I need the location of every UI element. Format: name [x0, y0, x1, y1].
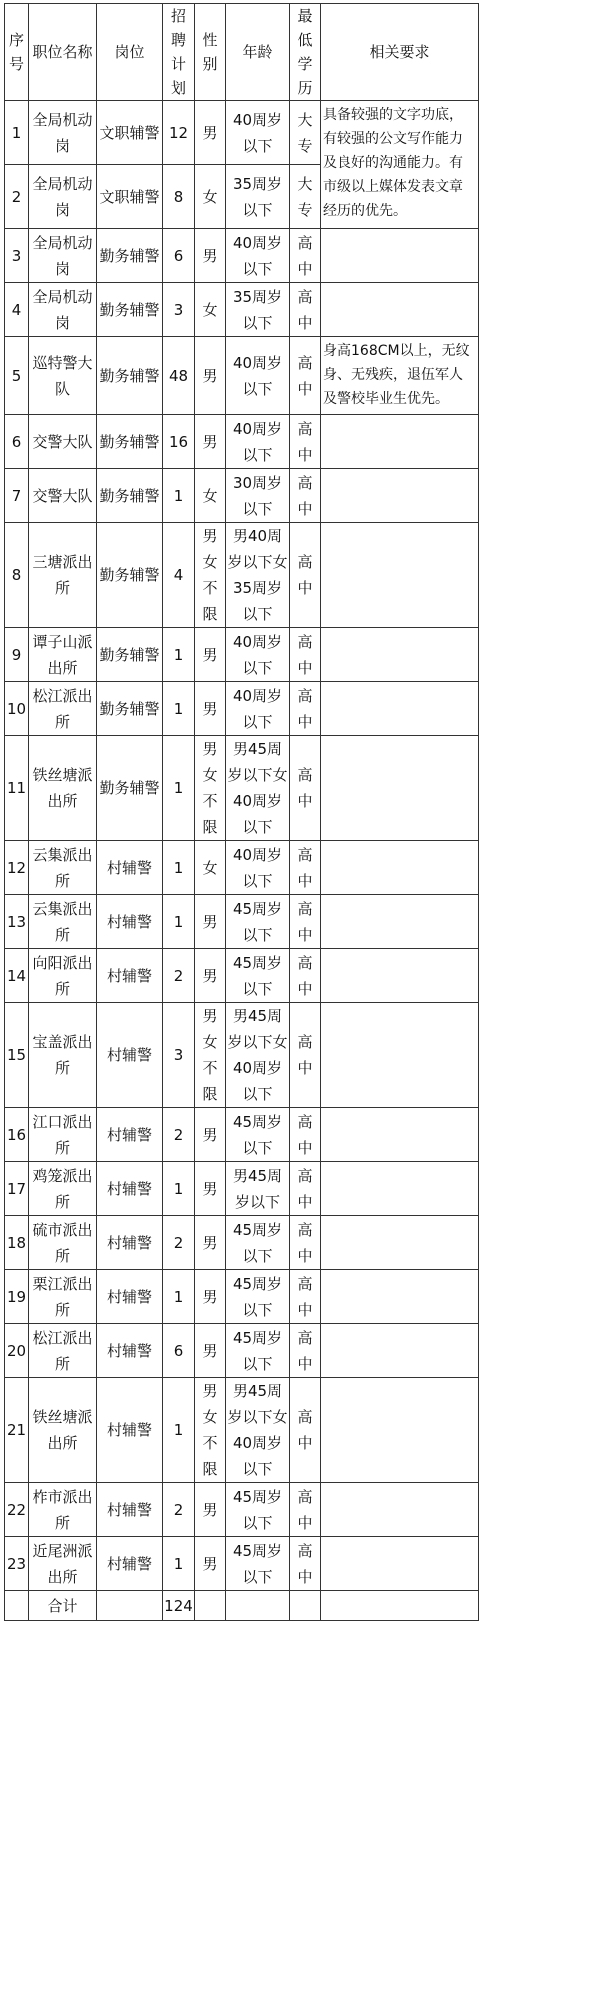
cell-post: 村辅警	[97, 1483, 163, 1537]
cell-seq: 8	[5, 523, 29, 628]
cell-age: 40周岁以下	[226, 682, 290, 736]
header-row	[5, 4, 479, 101]
table-row	[5, 841, 479, 895]
cell-seq: 17	[5, 1162, 29, 1216]
cell-post: 勤务辅警	[97, 415, 163, 469]
table-row	[5, 1537, 479, 1591]
cell-edu: 大专	[290, 165, 321, 229]
cell-post: 村辅警	[97, 1003, 163, 1108]
cell-post: 文职辅警	[97, 101, 163, 165]
table-row	[5, 949, 479, 1003]
cell-post: 村辅警	[97, 841, 163, 895]
cell-gender: 男	[195, 101, 226, 165]
cell-edu: 高中	[290, 337, 321, 415]
cell-age: 45周岁以下	[226, 895, 290, 949]
cell-seq: 20	[5, 1324, 29, 1378]
cell-seq: 18	[5, 1216, 29, 1270]
cell-unit: 硫市派出所	[29, 1216, 97, 1270]
table-row	[5, 1108, 479, 1162]
cell-edu: 高中	[290, 628, 321, 682]
header-req: 相关要求	[321, 4, 479, 101]
cell-seq: 14	[5, 949, 29, 1003]
cell-plan: 2	[163, 1216, 195, 1270]
cell-req	[321, 1003, 479, 1108]
total-gender	[195, 1591, 226, 1621]
cell-gender: 女	[195, 841, 226, 895]
total-age	[226, 1591, 290, 1621]
cell-edu: 高中	[290, 1537, 321, 1591]
header-gender: 性别	[195, 4, 226, 101]
cell-edu: 高中	[290, 283, 321, 337]
cell-age: 40周岁以下	[226, 229, 290, 283]
cell-seq: 9	[5, 628, 29, 682]
cell-plan: 12	[163, 101, 195, 165]
cell-seq: 6	[5, 415, 29, 469]
cell-post: 村辅警	[97, 895, 163, 949]
cell-plan: 1	[163, 1537, 195, 1591]
cell-plan: 1	[163, 841, 195, 895]
cell-post: 村辅警	[97, 949, 163, 1003]
cell-age: 45周岁以下	[226, 1324, 290, 1378]
cell-req	[321, 1537, 479, 1591]
table-row	[5, 628, 479, 682]
table-row	[5, 1378, 479, 1483]
cell-gender: 男	[195, 1270, 226, 1324]
cell-plan: 1	[163, 895, 195, 949]
recruitment-table	[4, 3, 479, 1621]
table-row	[5, 337, 479, 415]
cell-unit: 全局机动岗	[29, 165, 97, 229]
cell-req	[321, 949, 479, 1003]
total-row	[5, 1591, 479, 1621]
cell-seq: 11	[5, 736, 29, 841]
cell-seq: 7	[5, 469, 29, 523]
cell-unit: 巡特警大队	[29, 337, 97, 415]
table-row	[5, 682, 479, 736]
cell-plan: 1	[163, 1162, 195, 1216]
cell-gender: 男	[195, 1537, 226, 1591]
header-post: 岗位	[97, 4, 163, 101]
cell-seq: 4	[5, 283, 29, 337]
cell-edu: 高中	[290, 469, 321, 523]
table-row	[5, 1324, 479, 1378]
cell-post: 村辅警	[97, 1270, 163, 1324]
header-seq: 序号	[5, 4, 29, 101]
cell-seq: 19	[5, 1270, 29, 1324]
cell-req	[321, 1162, 479, 1216]
table-row	[5, 229, 479, 283]
cell-seq: 5	[5, 337, 29, 415]
cell-gender: 男女不限	[195, 736, 226, 841]
cell-unit: 松江派出所	[29, 1324, 97, 1378]
cell-gender: 男	[195, 895, 226, 949]
cell-gender: 男	[195, 949, 226, 1003]
cell-plan: 2	[163, 1483, 195, 1537]
cell-plan: 48	[163, 337, 195, 415]
cell-req	[321, 736, 479, 841]
cell-age: 40周岁以下	[226, 628, 290, 682]
cell-seq: 2	[5, 165, 29, 229]
table-row	[5, 1483, 479, 1537]
cell-plan: 6	[163, 1324, 195, 1378]
cell-gender: 男女不限	[195, 1003, 226, 1108]
cell-req	[321, 895, 479, 949]
cell-unit: 栗江派出所	[29, 1270, 97, 1324]
cell-unit: 柞市派出所	[29, 1483, 97, 1537]
cell-plan: 6	[163, 229, 195, 283]
table-row	[5, 1270, 479, 1324]
cell-post: 文职辅警	[97, 165, 163, 229]
table-row	[5, 469, 479, 523]
cell-unit: 云集派出所	[29, 895, 97, 949]
cell-age: 男45周岁以下	[226, 1162, 290, 1216]
cell-req	[321, 1324, 479, 1378]
cell-plan: 1	[163, 736, 195, 841]
cell-age: 45周岁以下	[226, 1216, 290, 1270]
cell-edu: 高中	[290, 523, 321, 628]
cell-unit: 全局机动岗	[29, 101, 97, 165]
cell-unit: 松江派出所	[29, 682, 97, 736]
cell-edu: 大专	[290, 101, 321, 165]
cell-gender: 男	[195, 628, 226, 682]
cell-plan: 16	[163, 415, 195, 469]
cell-age: 45周岁以下	[226, 1108, 290, 1162]
cell-seq: 15	[5, 1003, 29, 1108]
cell-req	[321, 841, 479, 895]
cell-req	[321, 1378, 479, 1483]
cell-edu: 高中	[290, 895, 321, 949]
cell-req	[321, 1270, 479, 1324]
cell-gender: 男	[195, 1324, 226, 1378]
cell-seq: 12	[5, 841, 29, 895]
header-edu: 最低学历	[290, 4, 321, 101]
cell-req	[321, 682, 479, 736]
cell-edu: 高中	[290, 1483, 321, 1537]
cell-req-merged: 具备较强的文字功底，有较强的公文写作能力及良好的沟通能力。有市级以上媒体发表文章经历的优先。	[321, 101, 479, 229]
cell-plan: 4	[163, 523, 195, 628]
cell-gender: 男	[195, 337, 226, 415]
cell-unit: 交警大队	[29, 415, 97, 469]
cell-gender: 男	[195, 1108, 226, 1162]
cell-seq: 3	[5, 229, 29, 283]
total-label: 合计	[29, 1591, 97, 1621]
cell-gender: 男	[195, 1483, 226, 1537]
cell-age: 40周岁以下	[226, 337, 290, 415]
cell-post: 勤务辅警	[97, 337, 163, 415]
cell-post: 村辅警	[97, 1537, 163, 1591]
total-seq	[5, 1591, 29, 1621]
cell-unit: 向阳派出所	[29, 949, 97, 1003]
cell-gender: 男	[195, 415, 226, 469]
cell-age: 45周岁以下	[226, 949, 290, 1003]
cell-edu: 高中	[290, 1324, 321, 1378]
cell-gender: 男	[195, 1216, 226, 1270]
cell-seq: 22	[5, 1483, 29, 1537]
cell-unit: 云集派出所	[29, 841, 97, 895]
cell-plan: 8	[163, 165, 195, 229]
cell-post: 勤务辅警	[97, 229, 163, 283]
cell-plan: 1	[163, 682, 195, 736]
cell-unit: 江口派出所	[29, 1108, 97, 1162]
cell-unit: 谭子山派出所	[29, 628, 97, 682]
cell-seq: 1	[5, 101, 29, 165]
cell-post: 村辅警	[97, 1162, 163, 1216]
cell-unit: 全局机动岗	[29, 283, 97, 337]
total-edu	[290, 1591, 321, 1621]
cell-edu: 高中	[290, 229, 321, 283]
cell-post: 勤务辅警	[97, 682, 163, 736]
cell-req	[321, 1108, 479, 1162]
total-post	[97, 1591, 163, 1621]
cell-age: 35周岁以下	[226, 165, 290, 229]
cell-unit: 鸡笼派出所	[29, 1162, 97, 1216]
cell-post: 勤务辅警	[97, 283, 163, 337]
cell-age: 35周岁以下	[226, 283, 290, 337]
cell-post: 村辅警	[97, 1378, 163, 1483]
header-age: 年龄	[226, 4, 290, 101]
cell-age: 男45周岁以下女40周岁以下	[226, 1003, 290, 1108]
cell-age: 45周岁以下	[226, 1483, 290, 1537]
cell-plan: 1	[163, 1270, 195, 1324]
cell-seq: 10	[5, 682, 29, 736]
cell-edu: 高中	[290, 841, 321, 895]
cell-gender: 女	[195, 165, 226, 229]
cell-age: 30周岁以下	[226, 469, 290, 523]
table-row	[5, 415, 479, 469]
cell-gender: 女	[195, 469, 226, 523]
cell-req	[321, 628, 479, 682]
cell-unit: 三塘派出所	[29, 523, 97, 628]
cell-req	[321, 523, 479, 628]
table-row	[5, 1216, 479, 1270]
cell-post: 勤务辅警	[97, 523, 163, 628]
cell-seq: 23	[5, 1537, 29, 1591]
cell-age: 45周岁以下	[226, 1537, 290, 1591]
cell-req	[321, 1216, 479, 1270]
cell-edu: 高中	[290, 736, 321, 841]
header-plan: 招聘计划	[163, 4, 195, 101]
cell-seq: 13	[5, 895, 29, 949]
cell-seq: 21	[5, 1378, 29, 1483]
cell-gender: 男女不限	[195, 523, 226, 628]
cell-edu: 高中	[290, 1216, 321, 1270]
header-unit: 职位名称	[29, 4, 97, 101]
cell-req: 身高168CM以上，无纹身、无残疾，退伍军人及警校毕业生优先。	[321, 337, 479, 415]
cell-unit: 全局机动岗	[29, 229, 97, 283]
cell-age: 40周岁以下	[226, 415, 290, 469]
table-row	[5, 283, 479, 337]
cell-plan: 3	[163, 1003, 195, 1108]
cell-edu: 高中	[290, 1162, 321, 1216]
table-row	[5, 1162, 479, 1216]
table-row	[5, 736, 479, 841]
cell-age: 男40周岁以下女35周岁以下	[226, 523, 290, 628]
cell-unit: 交警大队	[29, 469, 97, 523]
cell-age: 男45周岁以下女40周岁以下	[226, 736, 290, 841]
table-row	[5, 523, 479, 628]
cell-unit: 近尾洲派出所	[29, 1537, 97, 1591]
cell-edu: 高中	[290, 415, 321, 469]
table-row	[5, 1003, 479, 1108]
cell-req	[321, 283, 479, 337]
cell-req	[321, 469, 479, 523]
cell-edu: 高中	[290, 1003, 321, 1108]
cell-post: 村辅警	[97, 1324, 163, 1378]
cell-post: 勤务辅警	[97, 628, 163, 682]
cell-gender: 男女不限	[195, 1378, 226, 1483]
cell-age: 40周岁以下	[226, 101, 290, 165]
cell-plan: 1	[163, 628, 195, 682]
cell-plan: 1	[163, 1378, 195, 1483]
cell-req	[321, 415, 479, 469]
cell-req	[321, 1483, 479, 1537]
cell-seq: 16	[5, 1108, 29, 1162]
cell-unit: 铁丝塘派出所	[29, 736, 97, 841]
cell-req	[321, 229, 479, 283]
cell-age: 男45周岁以下女40周岁以下	[226, 1378, 290, 1483]
cell-gender: 男	[195, 682, 226, 736]
table-row	[5, 895, 479, 949]
cell-edu: 高中	[290, 682, 321, 736]
total-plan: 124	[163, 1591, 195, 1621]
cell-plan: 2	[163, 949, 195, 1003]
cell-edu: 高中	[290, 1108, 321, 1162]
cell-edu: 高中	[290, 1270, 321, 1324]
cell-plan: 3	[163, 283, 195, 337]
cell-age: 40周岁以下	[226, 841, 290, 895]
cell-post: 勤务辅警	[97, 469, 163, 523]
table-row	[5, 101, 479, 165]
cell-post: 勤务辅警	[97, 736, 163, 841]
cell-post: 村辅警	[97, 1108, 163, 1162]
total-req	[321, 1591, 479, 1621]
cell-unit: 宝盖派出所	[29, 1003, 97, 1108]
cell-gender: 女	[195, 283, 226, 337]
cell-unit: 铁丝塘派出所	[29, 1378, 97, 1483]
cell-gender: 男	[195, 229, 226, 283]
cell-plan: 2	[163, 1108, 195, 1162]
cell-gender: 男	[195, 1162, 226, 1216]
cell-age: 45周岁以下	[226, 1270, 290, 1324]
cell-plan: 1	[163, 469, 195, 523]
cell-edu: 高中	[290, 949, 321, 1003]
cell-post: 村辅警	[97, 1216, 163, 1270]
cell-edu: 高中	[290, 1378, 321, 1483]
